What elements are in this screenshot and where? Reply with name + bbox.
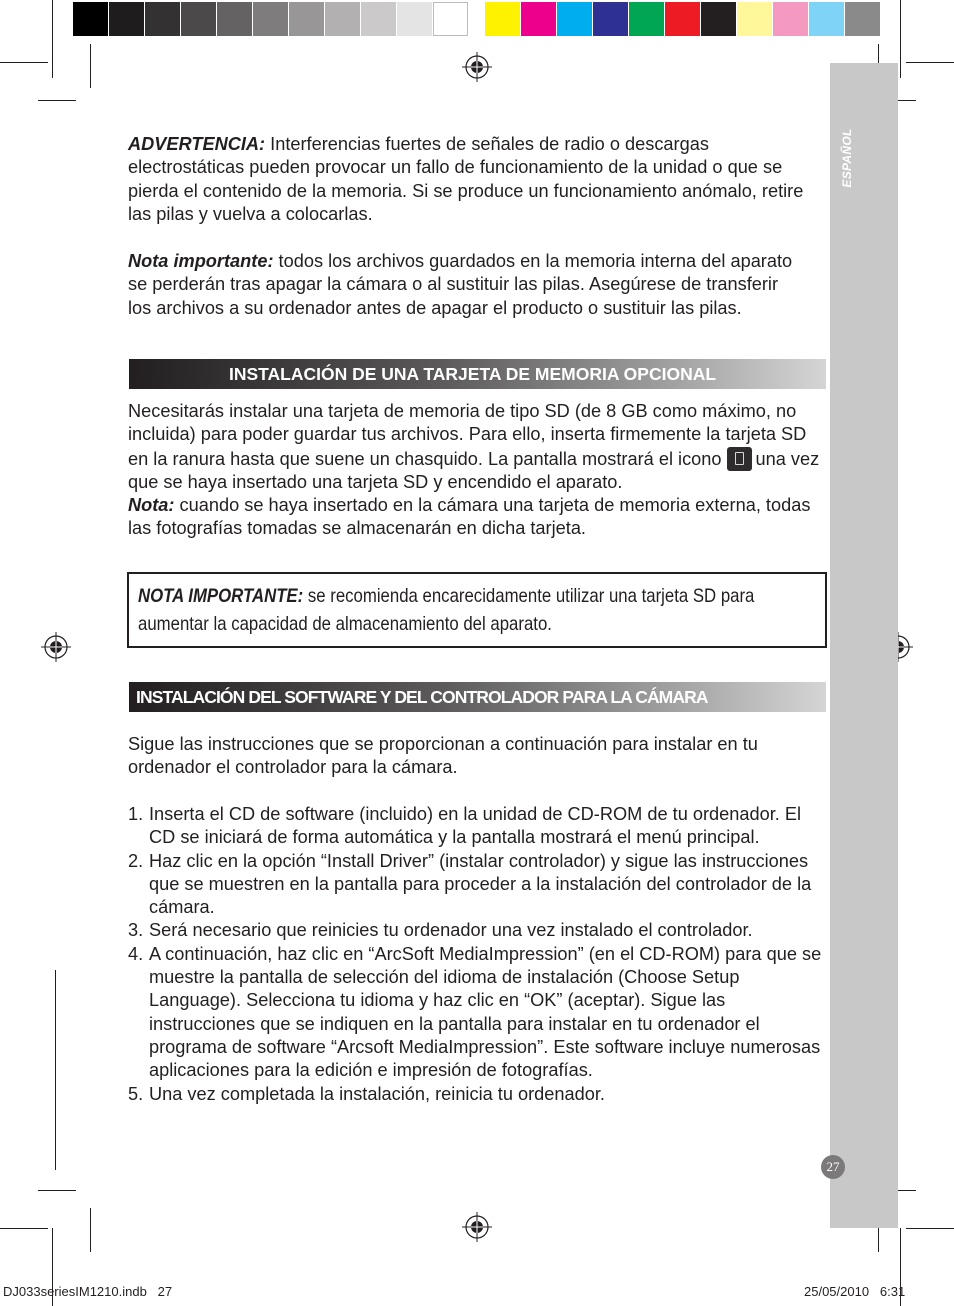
crop-mark xyxy=(906,1228,954,1229)
memory-card-text-after-icon: una vez que se haya insertado una tarjeta SD y encendido el aparato. xyxy=(128,448,820,492)
section-software-header xyxy=(129,682,826,712)
color-swatch xyxy=(701,2,736,36)
color-swatch xyxy=(665,2,700,36)
important-note-label: Nota importante: xyxy=(128,251,274,271)
color-swatch xyxy=(181,2,216,36)
software-intro-text: Sigue las instrucciones que se proporcionan a continuación para instalar en tu ordenador el controlador para la cámara. xyxy=(128,734,758,778)
sd-card-icon xyxy=(727,447,752,471)
color-swatch xyxy=(773,2,808,36)
crop-mark xyxy=(0,62,48,63)
color-swatch xyxy=(361,2,396,36)
registration-mark-icon xyxy=(41,632,71,662)
crop-mark xyxy=(900,0,901,78)
memory-card-note-label: Nota: xyxy=(128,495,175,516)
crop-mark xyxy=(90,44,91,88)
list-item xyxy=(128,943,823,1083)
page-number: 27 xyxy=(821,1155,845,1179)
software-intro-paragraph xyxy=(128,733,828,780)
section-software-title: INSTALACIÓN DEL SOFTWARE Y DEL CONTROLADOR PARA LA CÁMARA xyxy=(136,687,708,707)
crop-mark xyxy=(52,0,53,78)
step-text: A continuación, haz clic en “ArcSoft MediaImpression” (en el CD-ROM) para que se muestre la pantalla de selección del idioma de instalación (Choose Setup Language). Selecciona tu idioma y haz clic en “OK” (aceptar). Sigue las instrucciones que se indiquen en la pantalla para instalar en tu ordenador el programa de software “Arcsoft MediaImpression”. Este software incluye numerosas aplicaciones para la edición e impresión de fotografías. xyxy=(149,943,822,1081)
color-swatch xyxy=(145,2,180,36)
registration-mark-icon xyxy=(462,1212,492,1242)
memory-card-note-text: cuando se haya insertado en la cámara una tarjeta de memoria externa, todas las fotografías tomadas se almacenarán en dicha tarjeta. xyxy=(128,495,811,539)
step-text: Una vez completada la instalación, reinicia tu ordenador. xyxy=(149,1083,605,1104)
color-swatch xyxy=(845,2,880,36)
note-box-label: NOTA IMPORTANTE: xyxy=(138,585,304,607)
color-swatch xyxy=(593,2,628,36)
warning-text: Interferencias fuertes de señales de radio o descargas electrostáticas pueden provocar un fallo de funcionamiento de la unidad o que se pierda el contenido de la memoria. Si se produce un funcionamiento anómalo, retire las pilas y vuelva a colocarlas. xyxy=(128,134,804,224)
gray-swatch-bar xyxy=(73,2,469,36)
language-side-tab xyxy=(830,63,898,1228)
crop-mark xyxy=(38,1190,76,1191)
color-swatch xyxy=(73,2,108,36)
section-memory-card-title: INSTALACIÓN DE UNA TARJETA DE MEMORIA OPCIONAL xyxy=(228,364,717,384)
registration-mark-icon xyxy=(462,52,492,82)
list-item xyxy=(128,850,823,920)
crop-mark xyxy=(906,62,954,63)
step-number: 4. xyxy=(128,943,144,964)
color-swatch xyxy=(521,2,556,36)
important-note-paragraph xyxy=(128,250,793,320)
color-swatch xyxy=(397,2,432,36)
warning-paragraph xyxy=(128,133,828,226)
step-number: 5. xyxy=(128,1083,144,1104)
step-number: 2. xyxy=(128,850,144,871)
crop-mark xyxy=(55,970,56,1170)
color-swatch xyxy=(629,2,664,36)
color-swatch xyxy=(289,2,324,36)
footer-date: 25/05/2010 6:31 xyxy=(804,1284,906,1299)
color-swatch xyxy=(433,2,468,36)
color-swatch-bar xyxy=(485,2,881,36)
list-item xyxy=(128,919,823,942)
crop-mark xyxy=(90,1208,91,1252)
color-swatch xyxy=(109,2,144,36)
crop-mark xyxy=(38,100,76,101)
step-number: 3. xyxy=(128,920,144,941)
step-number: 1. xyxy=(128,804,144,824)
step-text: Inserta el CD de software (incluido) en la unidad de CD-ROM de tu ordenador. El CD se iniciará de forma automática y la pantalla mostrará el menú principal. xyxy=(149,804,802,848)
language-tab-label: ESPAÑOL xyxy=(840,128,854,188)
color-swatch xyxy=(557,2,592,36)
memory-card-text: Necesitarás instalar una tarjeta de memoria de tipo SD (de 8 GB como máximo, no incluida) para poder guardar tus archivos. Para ello, inserta firmemente la tarjeta SD en la ranura hasta que suene un chasquido. La pantalla mostrará el icono xyxy=(128,401,807,469)
step-text: Será necesario que reinicies tu ordenador una vez instalado el controlador. xyxy=(149,920,753,941)
list-item xyxy=(128,803,823,850)
color-swatch xyxy=(325,2,360,36)
important-note-box xyxy=(127,572,827,648)
install-steps xyxy=(128,803,823,1106)
crop-mark xyxy=(0,1228,48,1229)
list-item xyxy=(128,1083,823,1106)
color-swatch xyxy=(737,2,772,36)
note-box-text: se recomienda encarecidamente utilizar una tarjeta SD para aumentar la capacidad de almacenamiento del aparato. xyxy=(138,585,755,635)
important-note-text: todos los archivos guardados en la memoria interna del aparato se perderán tras apagar la cámara o al sustituir las pilas. Asegúrese de transferir los archivos a su ordenador antes de apagar el producto o sustituir las pilas. xyxy=(128,251,793,318)
warning-label: ADVERTENCIA: xyxy=(128,134,266,154)
color-swatch xyxy=(485,2,520,36)
color-swatch xyxy=(253,2,288,36)
section-memory-card-header xyxy=(129,359,826,389)
color-swatch xyxy=(809,2,844,36)
step-text: Haz clic en la opción “Install Driver” (instalar controlador) y sigue las instrucciones que se muestren en la pantalla para proceder a la instalación del controlador de la cámara. xyxy=(149,850,812,918)
footer-file-info: DJ033seriesIM1210.indb 27 xyxy=(3,1284,173,1299)
memory-card-paragraph xyxy=(128,400,828,541)
color-swatch xyxy=(217,2,252,36)
